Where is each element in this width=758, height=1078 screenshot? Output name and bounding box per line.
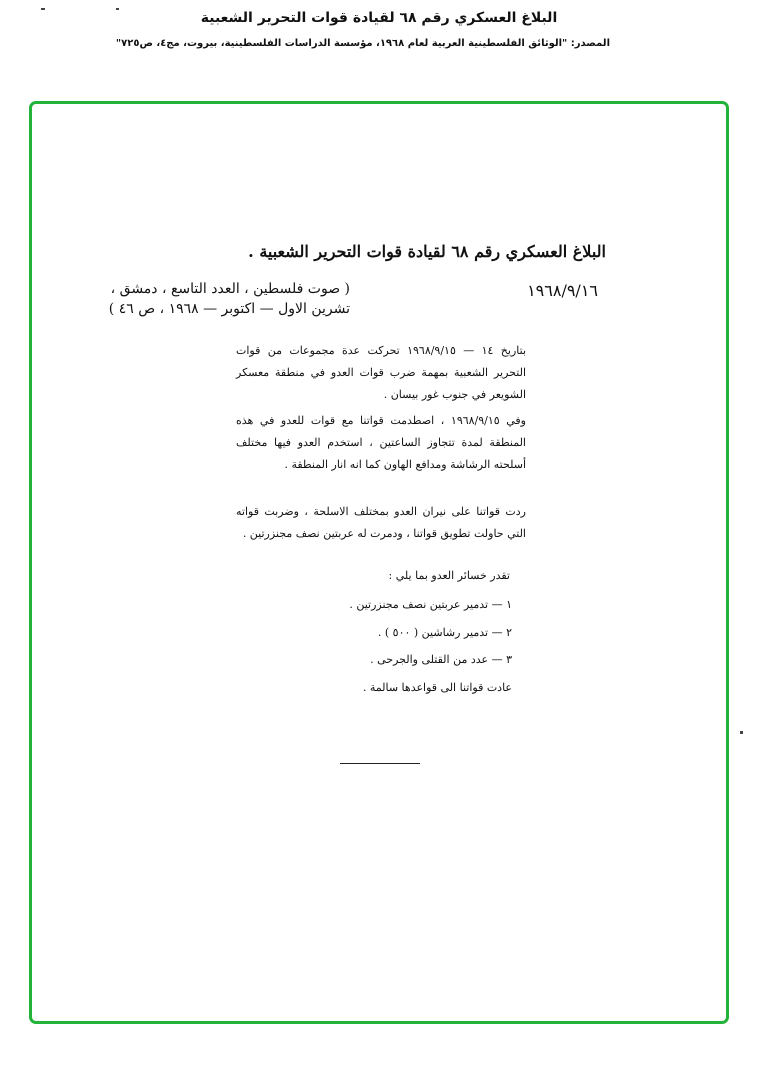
document-citation bbox=[70, 279, 350, 319]
end-rule bbox=[340, 763, 420, 764]
source-citation: المصدر: "الوثائق الفلسطينية العربية لعام ١٩٦٨، مؤسسة الدراسات الفلسطينية، بيروت، مج٤، ص٧٢٥" bbox=[115, 38, 610, 49]
paragraph-2: وفي ١٩٦٨/٩/١٥ ، اصطدمت قواتنا مع قوات للعدو في هذه المنطقة لمدة تتجاوز الساعتين ، استخدم العدو فيها مختلف أسلحته الرشاشة ومدافع الهاون كما انه انار المنطقة . bbox=[236, 414, 526, 471]
scan-speck bbox=[740, 731, 743, 734]
losses-intro: تقدر خسائر العدو بما يلي : bbox=[388, 569, 510, 582]
page-title: البلاغ العسكري رقم ٦٨ لقيادة قوات التحرير الشعبية bbox=[200, 10, 558, 26]
scan-speck bbox=[41, 8, 45, 10]
scan-speck bbox=[116, 8, 119, 10]
paragraph-1: بتاريخ ١٤ — ١٩٦٨/٩/١٥ تحركت عدة مجموعات من قوات التحرير الشعبية بمهمة ضرب قوات العدو في منطقة معسكر الشويعر في جنوب غور بيسان . bbox=[236, 344, 527, 401]
document-frame bbox=[29, 101, 729, 1024]
loss-item: ٣ — عدد من القتلى والجرحى . bbox=[370, 653, 512, 666]
closing-line: عادت قواتنا الى قواعدها سالمة . bbox=[362, 681, 512, 694]
citation-line-2: تشرين الاول — اكتوبر — ١٩٦٨ ، ص ٤٦ ) bbox=[108, 301, 350, 317]
loss-item: ١ — تدمير عربتين نصف مجنزرتين . bbox=[349, 598, 512, 611]
citation-line-1: ( صوت فلسطين ، العدد التاسع ، دمشق ، bbox=[110, 281, 350, 297]
document-date: ١٩٦٨/٩/١٦ bbox=[527, 281, 598, 300]
document-heading: البلاغ العسكري رقم ٦٨ لقيادة قوات التحرير الشعبية . bbox=[248, 242, 606, 261]
paragraph-3: ردت قواتنا على نيران العدو بمختلف الاسلحة ، وضربت قواته التي حاولت تطويق قواتنا ، ودمرت له عربتين نصف مجنزرتين . bbox=[236, 505, 526, 540]
loss-item: ٢ — تدمير رشاشين ( ٥٠٠ ) . bbox=[377, 626, 512, 639]
